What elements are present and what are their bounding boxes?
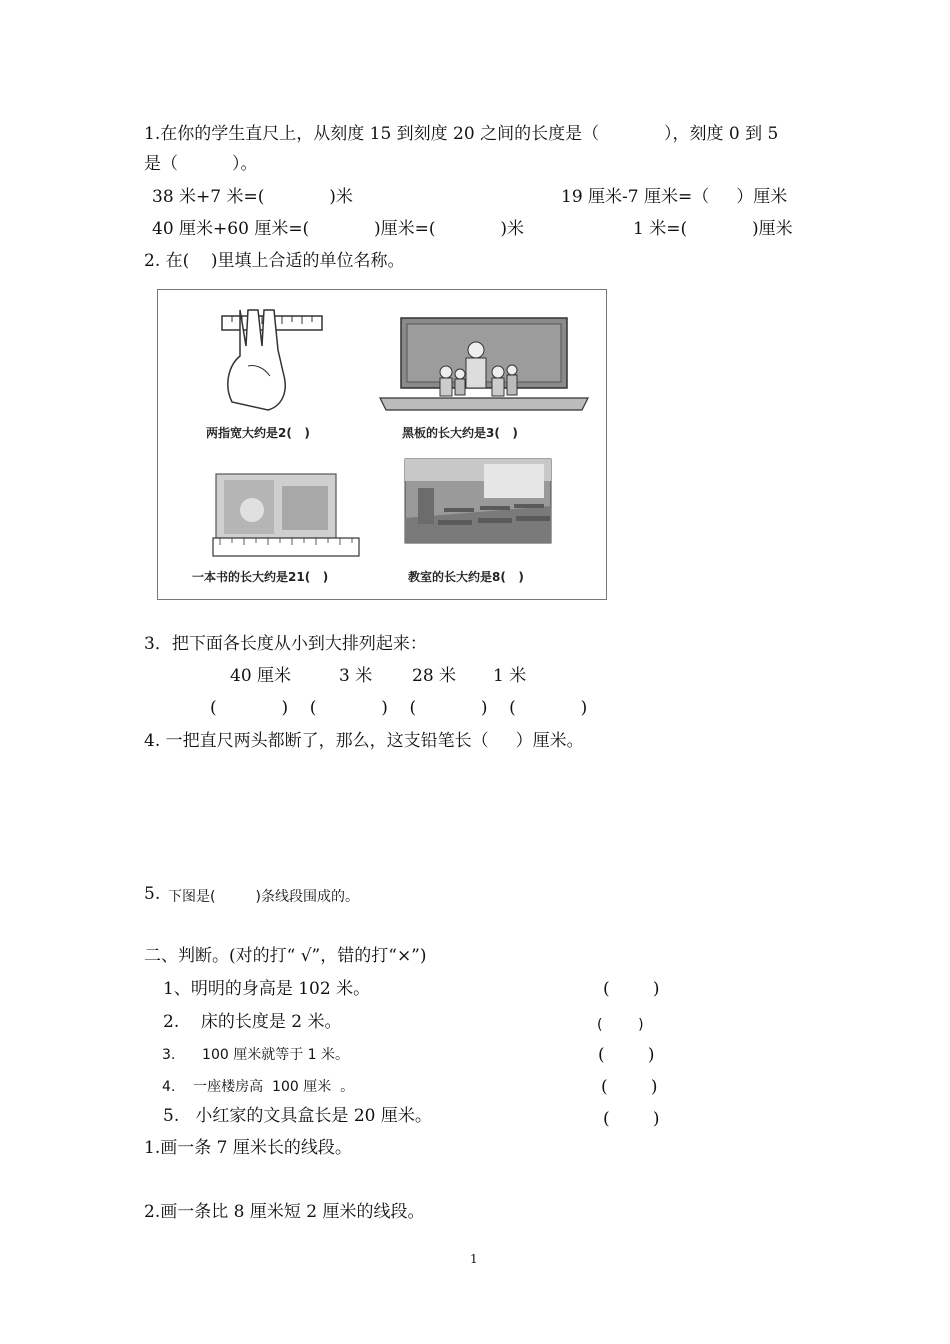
judge-blank-1[interactable]: ( ) — [603, 979, 660, 999]
draw-task-2: 2.画一条比 8 厘米短 2 厘米的线段。 — [144, 1202, 425, 1222]
q1-eq1: 38 米+7 米=( )米 — [152, 187, 353, 207]
caption-classroom: 教室的长大约是8( ) — [408, 570, 524, 584]
caption-blackboard: 黑板的长大约是3( ) — [402, 426, 518, 440]
judge-blank-4[interactable]: ( ) — [601, 1077, 658, 1097]
q2-title: 2. 在( )里填上合适的单位名称。 — [144, 251, 405, 271]
blackboard-illustration — [376, 314, 592, 418]
judge-item-1: 1、明明的身高是 102 米。 — [163, 979, 371, 999]
judge-item-4: 4. 一座楼房高 100 厘米 。 — [162, 1079, 355, 1095]
caption-book: 一本书的长大约是21( ) — [192, 570, 329, 584]
q1-eq2: 19 厘米-7 厘米=（ ）厘米 — [561, 187, 788, 207]
q1-eq4: 1 米=( )厘米 — [633, 219, 793, 239]
q2-figure — [157, 289, 607, 600]
q3-item-3: 28 米 — [412, 666, 457, 686]
q3-title: 3．把下面各长度从小到大排列起来： — [144, 634, 427, 654]
q1-line2: 是（ ）。 — [144, 154, 258, 174]
q1-line1: 1.在你的学生直尺上，从刻度 15 到刻度 20 之间的长度是（ ），刻度 0 到 5 — [144, 124, 779, 144]
q3-item-2: 3 米 — [339, 666, 373, 686]
book-ruler-illustration — [212, 470, 362, 560]
caption-two-fingers: 两指宽大约是2( ) — [206, 426, 310, 440]
draw-task-1: 1.画一条 7 厘米长的线段。 — [144, 1138, 352, 1158]
judge-item-2: 2. 床的长度是 2 米。 — [163, 1012, 342, 1032]
q5-text: 下图是( )条线段围成的。 — [168, 889, 359, 905]
judge-item-3: 3. 100 厘米就等于 1 米。 — [162, 1047, 350, 1063]
q3-blanks: ( ) ( ) ( ) ( ) — [210, 698, 588, 718]
page-number: 1 — [470, 1252, 478, 1266]
classroom-illustration — [404, 458, 552, 544]
q3-item-1: 40 厘米 — [230, 666, 292, 686]
hand-ruler-illustration — [218, 306, 328, 416]
judge-item-5: 5. 小红家的文具盒长是 20 厘米。 — [163, 1106, 432, 1126]
judge-title: 二、判断。(对的打“ √”，错的打“×”) — [144, 946, 427, 966]
q3-item-4: 1 米 — [493, 666, 527, 686]
q1-eq3: 40 厘米+60 厘米=( )厘米=( )米 — [152, 219, 525, 239]
judge-blank-3[interactable]: ( ) — [598, 1045, 655, 1065]
q4-text: 4. 一把直尺两头都断了，那么，这支铅笔长（ ）厘米。 — [144, 731, 584, 751]
judge-blank-5[interactable]: ( ) — [603, 1109, 660, 1129]
q5-num: 5. — [144, 884, 161, 904]
judge-blank-2[interactable]: ( ) — [597, 1017, 644, 1033]
